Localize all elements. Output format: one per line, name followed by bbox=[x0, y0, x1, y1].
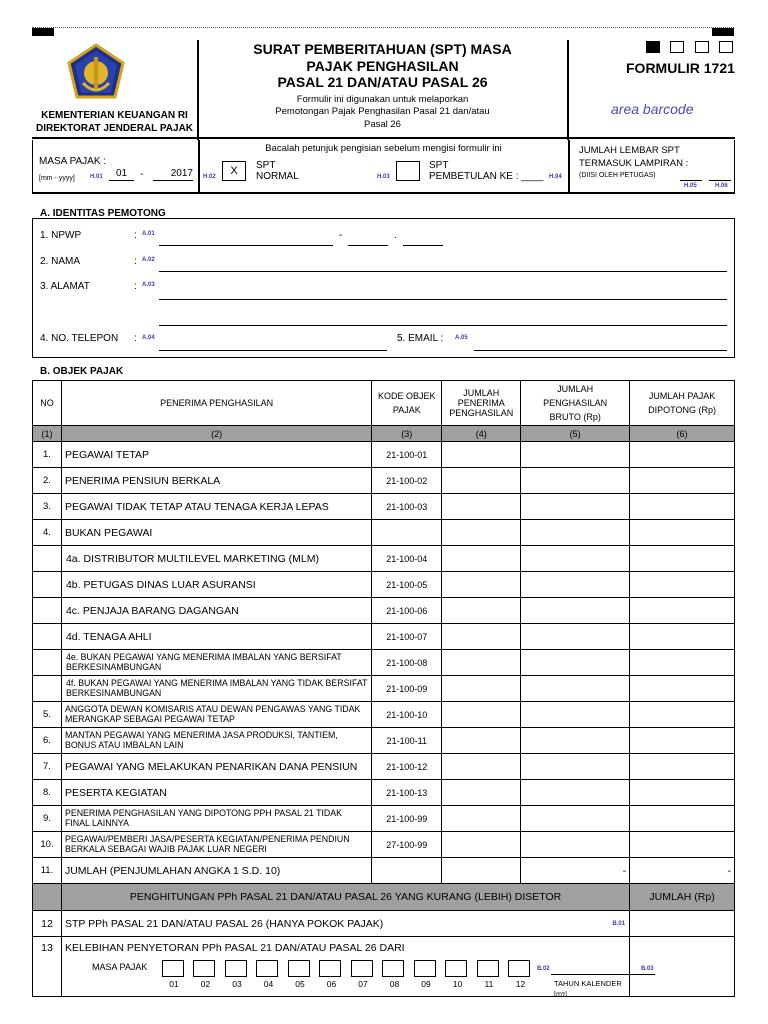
table-row bbox=[33, 624, 735, 650]
instruction-text: Bacalah petunjuk pengisian sebelum mengisi formulir ini bbox=[265, 143, 502, 154]
month-label: 01 bbox=[169, 979, 179, 989]
jumlah-penerima-field[interactable] bbox=[442, 702, 521, 728]
bruto-field[interactable] bbox=[521, 546, 630, 572]
month-box[interactable] bbox=[225, 960, 249, 989]
jumlah-penerima-field[interactable] bbox=[442, 780, 521, 806]
jumlah-penerima-field[interactable] bbox=[442, 468, 521, 494]
month-label: 03 bbox=[232, 979, 242, 989]
month-box[interactable] bbox=[162, 960, 186, 989]
pajak-field[interactable] bbox=[630, 806, 735, 832]
jumlah-penerima-field[interactable] bbox=[442, 494, 521, 520]
pajak-field[interactable] bbox=[630, 520, 735, 546]
pajak-field[interactable] bbox=[630, 494, 735, 520]
bruto-field[interactable] bbox=[521, 468, 630, 494]
bruto-field[interactable] bbox=[521, 572, 630, 598]
row-label: ANGGOTA DEWAN KOMISARIS ATAU DEWAN PENGAWAS YANG TIDAK MERANGKAP SEBAGAI PEGAWAI TETAP bbox=[61, 702, 371, 728]
row-label: PENERIMA PENSIUN BERKALA bbox=[61, 468, 371, 494]
row-no: 4. bbox=[33, 520, 62, 546]
bruto-field[interactable] bbox=[521, 754, 630, 780]
form-marker-boxes bbox=[646, 40, 733, 58]
jumlah-penerima-field[interactable] bbox=[442, 442, 521, 468]
row-label: 4b. PETUGAS DINAS LUAR ASURANSI bbox=[61, 572, 371, 598]
month-label: 06 bbox=[326, 979, 337, 989]
table-row bbox=[33, 572, 735, 598]
table-row bbox=[33, 676, 735, 702]
month-box[interactable] bbox=[288, 960, 312, 989]
bruto-field[interactable] bbox=[521, 494, 630, 520]
jumlah-penerima-field[interactable] bbox=[442, 624, 521, 650]
row-no: 2. bbox=[33, 468, 62, 494]
row-label: PEGAWAI/PEMBERI JASA/PESERTA KEGIATAN/PENERIMA PENDIUN BERKALA SEBAGAI WAJIB PAJAK LUAR NEGERI bbox=[61, 832, 371, 858]
table-row bbox=[33, 598, 735, 624]
row-kode: 27-100-99 bbox=[372, 832, 442, 858]
row-label: PEGAWAI TETAP bbox=[61, 442, 371, 468]
row-kode: 21-100-01 bbox=[372, 442, 442, 468]
masa-month-field[interactable]: 01 bbox=[109, 168, 134, 181]
spt-pembetulan-checkbox[interactable] bbox=[396, 161, 420, 181]
pajak-field[interactable] bbox=[630, 754, 735, 780]
row-no bbox=[33, 598, 62, 624]
row-kode: 21-100-09 bbox=[372, 676, 442, 702]
month-label: 05 bbox=[295, 979, 305, 989]
month-box[interactable] bbox=[477, 960, 501, 989]
row-kode: 21-100-04 bbox=[372, 546, 442, 572]
row-no: 7. bbox=[33, 754, 62, 780]
month-label: 12 bbox=[515, 979, 526, 989]
month-box[interactable] bbox=[319, 960, 343, 989]
month-box[interactable] bbox=[508, 960, 532, 989]
jumlah-penerima-field[interactable] bbox=[442, 572, 521, 598]
tahun-kalender-field[interactable] bbox=[551, 974, 655, 975]
row-no: 1. bbox=[33, 442, 62, 468]
row-13: 13 KELEBIHAN PENYETORAN PPh PASAL 21 DAN/ATAU PASAL 26 DARI MASA PAJAK 01 02 03 04 05 06 07 08 09 10 11 12 B.02 B.03 TAHUN KALENDER [yyyy] bbox=[33, 937, 735, 997]
identitas-pemotong-box: 1. NPWP : A.01 - . 2. NAMA : A.02 3. ALAMAT : A.03 4. NO. TELEPON : A.04 5. EMAIL : A.05 bbox=[32, 218, 735, 358]
bruto-field[interactable] bbox=[521, 728, 630, 754]
month-label: 10 bbox=[452, 979, 463, 989]
row-label: PEGAWAI YANG MELAKUKAN PENARIKAN DANA PENSIUN bbox=[61, 754, 371, 780]
row-kode: 21-100-02 bbox=[372, 468, 442, 494]
jumlah-penerima-field[interactable] bbox=[442, 650, 521, 676]
row-kode: 21-100-12 bbox=[372, 754, 442, 780]
table-row bbox=[33, 832, 735, 858]
month-label: 02 bbox=[200, 979, 211, 989]
bruto-field[interactable] bbox=[521, 702, 630, 728]
row-no bbox=[33, 572, 62, 598]
row-kode: 21-100-99 bbox=[372, 806, 442, 832]
spt-normal-checkbox[interactable]: X bbox=[222, 161, 246, 181]
r12-amount-field[interactable] bbox=[630, 911, 735, 937]
table-row bbox=[33, 442, 735, 468]
row-label: 4c. PENJAJA BARANG DAGANGAN bbox=[61, 598, 371, 624]
month-box[interactable] bbox=[382, 960, 406, 989]
row-no: 6. bbox=[33, 728, 62, 754]
table-row bbox=[33, 494, 735, 520]
jumlah-penerima-field[interactable] bbox=[442, 728, 521, 754]
bruto-field[interactable] bbox=[521, 676, 630, 702]
jumlah-penerima-field[interactable] bbox=[442, 676, 521, 702]
row-no: 10. bbox=[33, 832, 62, 858]
month-label: 09 bbox=[421, 979, 431, 989]
corner-marker-right bbox=[712, 28, 734, 36]
row-kode bbox=[372, 520, 442, 546]
bruto-field[interactable] bbox=[521, 650, 630, 676]
table-row bbox=[33, 858, 735, 884]
row-kode: 21-100-10 bbox=[372, 702, 442, 728]
pajak-field[interactable] bbox=[630, 832, 735, 858]
form-title: SURAT PEMBERITAHUAN (SPT) MASA PAJAK PENGHASILAN PASAL 21 DAN/ATAU PASAL 26 Formulir ini digunakan untuk melaporkan Pemotongan Pajak Penghasilan Pasal 21 dan/atau Pasal 26 bbox=[253, 41, 512, 130]
table-row bbox=[33, 520, 735, 546]
table-row bbox=[33, 702, 735, 728]
row-no: 11. bbox=[33, 858, 62, 884]
alamat-field-2[interactable] bbox=[159, 325, 727, 326]
row-label: PENERIMA PENGHASILAN YANG DIPOTONG PPH PASAL 21 TIDAK FINAL LAINNYA bbox=[61, 806, 371, 832]
table-row bbox=[33, 754, 735, 780]
row-no: 3. bbox=[33, 494, 62, 520]
pajak-field[interactable] bbox=[630, 780, 735, 806]
masa-pajak-row: Bacalah petunjuk pengisian sebelum mengisi formulir ini MASA PAJAK : [mm - yyyy] H.01 01 - 2017 H.02 X SPT NORMAL H.03 SPT PEMBETULAN KE : ____ H.04 JUMLAH LEMBAR SPT TERMASUK LAMPIRAN : (DIISI OLEH PETUGAS) H.05 H.06 bbox=[32, 140, 735, 194]
month-box[interactable] bbox=[414, 960, 438, 989]
bruto-field[interactable] bbox=[521, 598, 630, 624]
bruto-field[interactable]: - bbox=[521, 858, 630, 884]
jumlah-penerima-field[interactable] bbox=[442, 754, 521, 780]
pajak-field[interactable] bbox=[630, 468, 735, 494]
month-label: 07 bbox=[358, 979, 368, 989]
month-box[interactable] bbox=[193, 960, 217, 989]
bruto-field[interactable] bbox=[521, 624, 630, 650]
row-no bbox=[33, 546, 62, 572]
table-row bbox=[33, 806, 735, 832]
table-row bbox=[33, 468, 735, 494]
table-header-row: NO PENERIMA PENGHASILAN KODE OBJEK PAJAK JUMLAH PENERIMA PENGHASILAN JUMLAH PENGHASILAN BRUTO (Rp) JUMLAH PAJAK DIPOTONG (Rp) bbox=[33, 381, 735, 426]
table-row bbox=[33, 546, 735, 572]
jumlah-penerima-field[interactable] bbox=[442, 806, 521, 832]
masa-year-field[interactable]: 2017 bbox=[153, 168, 193, 181]
npwp-field-2[interactable] bbox=[348, 245, 388, 246]
row-kode: 21-100-03 bbox=[372, 494, 442, 520]
row-kode: 21-100-13 bbox=[372, 780, 442, 806]
objek-pajak-table bbox=[32, 380, 735, 997]
section-b-title: B. OBJEK PAJAK bbox=[40, 366, 124, 377]
column-index-row: (1) (2) (3) (4) (5) (6) bbox=[33, 426, 735, 442]
lembar-field-1[interactable] bbox=[680, 180, 702, 181]
row-kode: 21-100-05 bbox=[372, 572, 442, 598]
section-a-title: A. IDENTITAS PEMOTONG bbox=[40, 208, 166, 219]
ministry-name: KEMENTERIAN KEUANGAN RI DIREKTORAT JENDERAL PAJAK bbox=[35, 110, 194, 134]
pajak-field[interactable] bbox=[630, 624, 735, 650]
pajak-field[interactable] bbox=[630, 546, 735, 572]
row-kode: 21-100-06 bbox=[372, 598, 442, 624]
bruto-field[interactable] bbox=[521, 780, 630, 806]
bruto-field[interactable] bbox=[521, 520, 630, 546]
pajak-field[interactable] bbox=[630, 702, 735, 728]
pajak-field[interactable] bbox=[630, 572, 735, 598]
row-kode: 21-100-07 bbox=[372, 624, 442, 650]
pajak-field[interactable] bbox=[630, 442, 735, 468]
form-header bbox=[32, 40, 735, 140]
row-label: BUKAN PEGAWAI bbox=[61, 520, 371, 546]
row-no bbox=[33, 624, 62, 650]
top-dotted-border bbox=[32, 27, 734, 28]
pajak-field[interactable] bbox=[630, 598, 735, 624]
jumlah-penerima-field[interactable] bbox=[442, 520, 521, 546]
barcode-area: area barcode bbox=[611, 101, 694, 117]
row-no: 9. bbox=[33, 806, 62, 832]
calc-header-row: PENGHITUNGAN PPh PASAL 21 DAN/ATAU PASAL 26 YANG KURANG (LEBIH) DISETOR JUMLAH (Rp) bbox=[33, 884, 735, 911]
jumlah-penerima-field[interactable] bbox=[442, 832, 521, 858]
row-label: 4a. DISTRIBUTOR MULTILEVEL MARKETING (MLM) bbox=[61, 546, 371, 572]
pajak-field[interactable] bbox=[630, 676, 735, 702]
month-label: 04 bbox=[263, 979, 274, 989]
bruto-field[interactable] bbox=[521, 442, 630, 468]
pajak-field[interactable] bbox=[630, 728, 735, 754]
telepon-field[interactable] bbox=[159, 350, 387, 351]
row-label: JUMLAH (PENJUMLAHAN ANGKA 1 S.D. 10) bbox=[61, 858, 371, 884]
jumlah-penerima-field[interactable] bbox=[442, 598, 521, 624]
row-kode: 21-100-08 bbox=[372, 650, 442, 676]
corner-marker-left bbox=[32, 28, 54, 36]
row-12: 12 STP PPh PASAL 21 DAN/ATAU PASAL 26 (HANYA POKOK PAJAK) B.01 bbox=[33, 911, 735, 937]
month-box[interactable] bbox=[445, 960, 469, 989]
jumlah-penerima-field[interactable] bbox=[442, 858, 521, 884]
nama-field[interactable] bbox=[159, 271, 727, 272]
pajak-field[interactable]: - bbox=[630, 858, 735, 884]
table-row bbox=[33, 780, 735, 806]
pajak-field[interactable] bbox=[630, 650, 735, 676]
table-row bbox=[33, 650, 735, 676]
npwp-field-3[interactable] bbox=[403, 245, 443, 246]
row-label: 4e. BUKAN PEGAWAI YANG MENERIMA IMBALAN YANG BERSIFAT BERKESINAMBUNGAN bbox=[61, 650, 371, 676]
row-no bbox=[33, 676, 62, 702]
lembar-field-2[interactable] bbox=[709, 180, 731, 181]
row-kode bbox=[372, 858, 442, 884]
row-label: MANTAN PEGAWAI YANG MENERIMA JASA PRODUKSI, TANTIEM, BONUS ATAU IMBALAN LAIN bbox=[61, 728, 371, 754]
month-box[interactable] bbox=[351, 960, 375, 989]
row-no: 5. bbox=[33, 702, 62, 728]
masa-pajak-label: MASA PAJAK : bbox=[39, 156, 107, 167]
row-no: 8. bbox=[33, 780, 62, 806]
row-label: PESERTA KEGIATAN bbox=[61, 780, 371, 806]
month-box[interactable] bbox=[256, 960, 280, 989]
month-label: 11 bbox=[484, 979, 494, 989]
form-number: FORMULIR 1721 bbox=[626, 60, 735, 76]
bruto-field[interactable] bbox=[521, 832, 630, 858]
bruto-field[interactable] bbox=[521, 806, 630, 832]
alamat-field-1[interactable] bbox=[159, 299, 727, 300]
row-label: 4f. BUKAN PEGAWAI YANG MENERIMA IMBALAN YANG TIDAK BERSIFAT BERKESINAMBUNGAN bbox=[61, 676, 371, 702]
npwp-field-1[interactable] bbox=[159, 245, 333, 246]
row-no bbox=[33, 650, 62, 676]
jumlah-penerima-field[interactable] bbox=[442, 546, 521, 572]
row-label: 4d. TENAGA AHLI bbox=[61, 624, 371, 650]
pembetulan-field[interactable]: PEMBETULAN KE : ____ bbox=[429, 171, 544, 182]
ministry-logo-icon bbox=[65, 43, 127, 105]
table-row bbox=[33, 728, 735, 754]
row-label: PEGAWAI TIDAK TETAP ATAU TENAGA KERJA LEPAS bbox=[61, 494, 371, 520]
month-label: 08 bbox=[389, 979, 400, 989]
row-kode: 21-100-11 bbox=[372, 728, 442, 754]
email-field[interactable] bbox=[474, 350, 727, 351]
